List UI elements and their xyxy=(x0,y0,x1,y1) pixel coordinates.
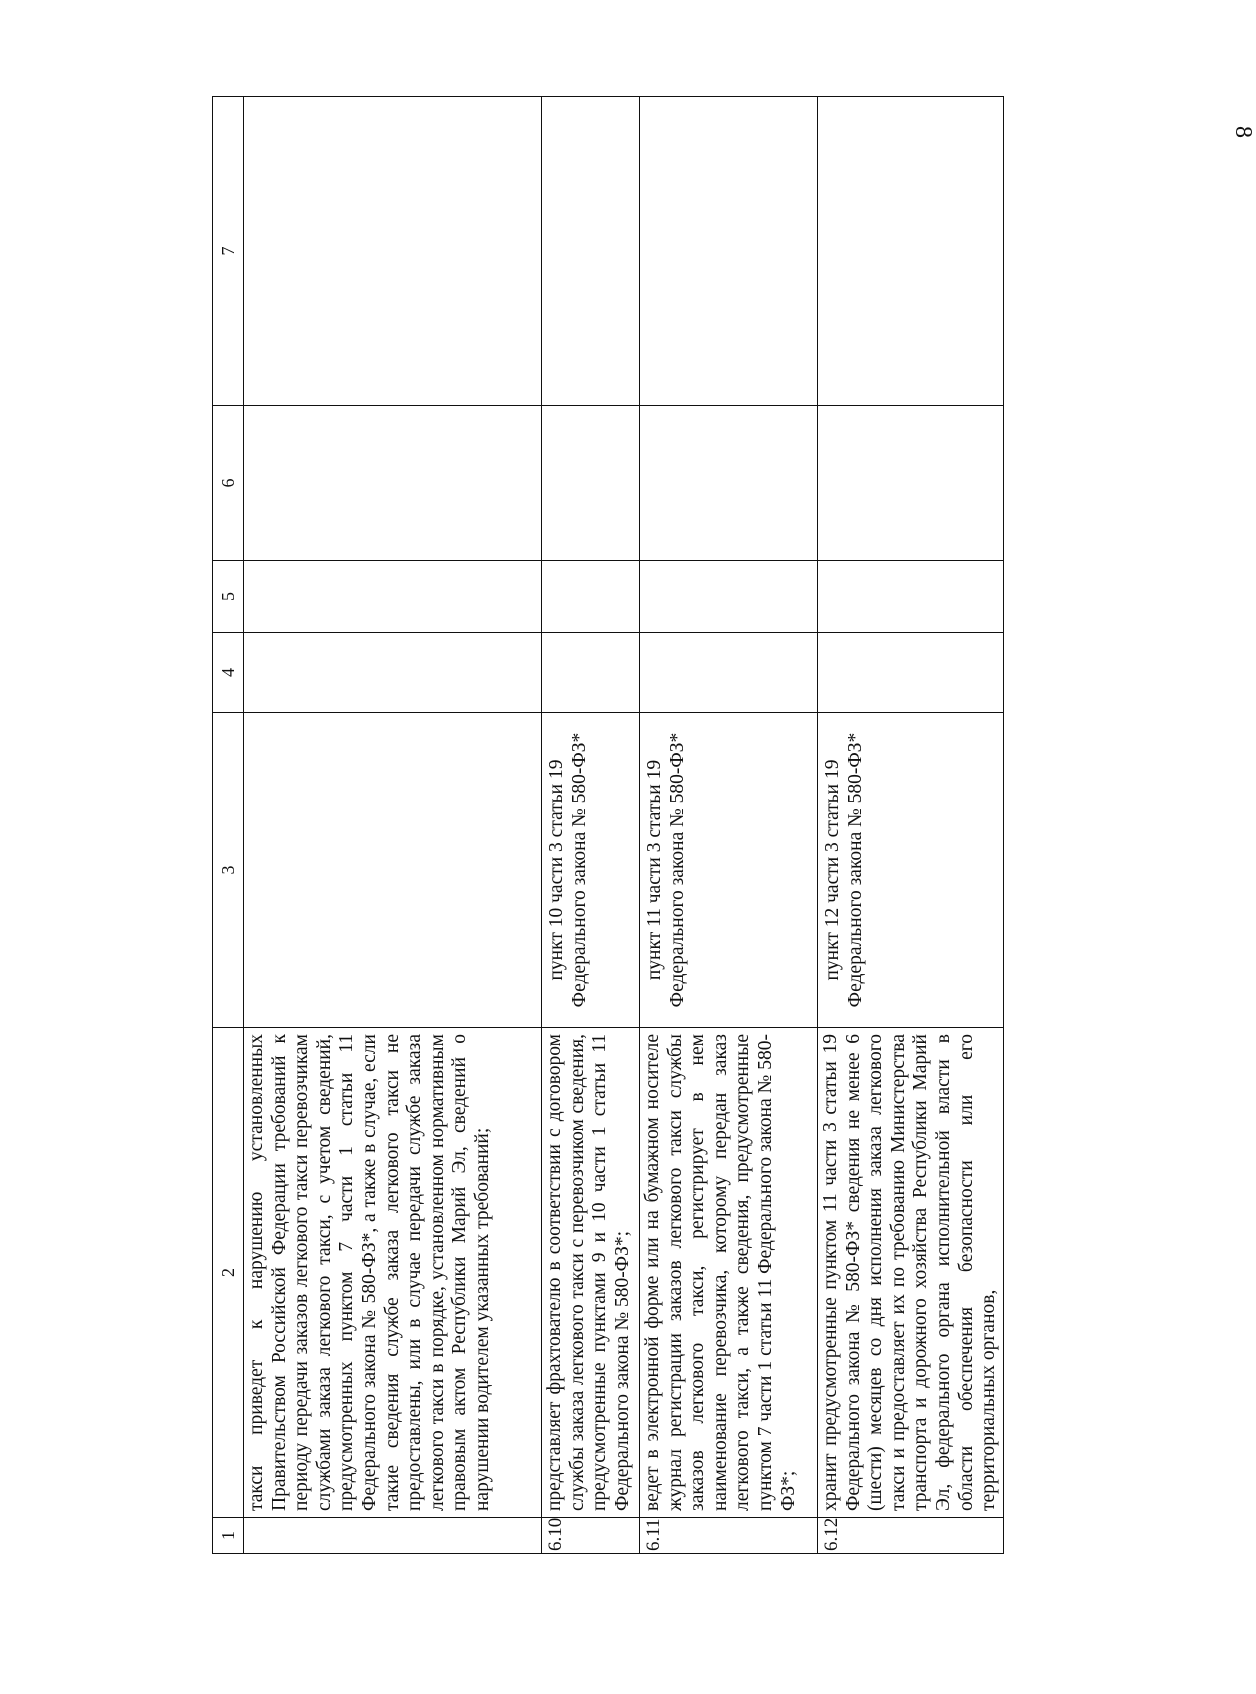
requirements-table xyxy=(212,96,1004,1554)
empty-cell xyxy=(244,97,542,406)
legal-basis-line: пункт 11 части 3 статьи 19 xyxy=(644,759,665,981)
legal-basis xyxy=(542,713,640,1028)
empty-cell xyxy=(542,633,640,713)
empty-cell xyxy=(818,633,1004,713)
empty-cell xyxy=(244,561,542,633)
empty-cell xyxy=(818,97,1004,406)
column-header-7: 7 xyxy=(213,97,244,406)
legal-basis xyxy=(244,713,542,1028)
requirement-text: хранит предусмотренные пунктом 11 части 3 статьи 19 Федерального закона № 580-ФЗ* сведения не менее 6 (шести) месяцев со дня исполнения заказа легкового такси и предоставляет их по требованию Министерства транспорта и дорожного хозяйства Республики Марий Эл, федерального органа исполнительной власти в области обеспечения безопасности или его территориальных органов, xyxy=(818,1028,1004,1518)
requirement-text: такси приведет к нарушению установленных Правительством Российской Федерации требований к периоду передачи заказов легкового такси перевозчикам службами заказа легкового такси, с учетом сведений, предусмотренных пунктом 7 части 1 статьи 11 Федерального закона № 580-ФЗ*, а также в случае, если такие сведения службе заказа легкового такси не предоставлены, или в случае передачи службе заказа легкового такси в порядке, установленном нормативным правовым актом Республики Марий Эл, сведений о нарушении водителем указанных требований; xyxy=(244,1028,542,1518)
empty-cell xyxy=(818,561,1004,633)
row-number: 6.12 xyxy=(818,1518,1004,1554)
empty-cell xyxy=(640,406,818,561)
empty-cell xyxy=(640,97,818,406)
requirement-text: представляет фрахтователю в соответствии с договором службы заказа легкового такси с перевозчиком сведения, предусмотренные пунктами 9 и 10 части 1 статьи 11 Федерального закона № 580-ФЗ*; xyxy=(542,1028,640,1518)
requirement-text: ведет в электронной форме или на бумажном носителе журнал регистрации заказов легкового такси службы заказов легкового такси, регистрирует в нем наименование перевозчика, которому передан заказ легкового такси, а также сведения, предусмотренные пунктом 7 части 1 статьи 11 Федерального закона № 580-ФЗ*; xyxy=(640,1028,818,1518)
empty-cell xyxy=(542,97,640,406)
document-table-frame xyxy=(212,97,1000,1554)
empty-cell xyxy=(244,406,542,561)
empty-cell xyxy=(640,561,818,633)
empty-cell xyxy=(818,406,1004,561)
column-header-4: 4 xyxy=(213,633,244,713)
legal-basis-line: Федерального закона № 580-ФЗ* xyxy=(844,732,866,1008)
row-number: 6.11 xyxy=(640,1518,818,1554)
page-number: 8 xyxy=(1230,126,1256,138)
row-number: 6.10 xyxy=(542,1518,640,1554)
legal-basis xyxy=(818,713,1004,1028)
column-header-2: 2 xyxy=(213,1028,244,1518)
empty-cell xyxy=(640,633,818,713)
legal-basis-line: Федерального закона № 580-ФЗ* xyxy=(666,732,688,1008)
table-row xyxy=(818,97,1004,1554)
legal-basis xyxy=(640,713,818,1028)
row-number xyxy=(244,1518,542,1554)
table-row xyxy=(244,97,542,1554)
legal-basis-line: Федерального закона № 580-ФЗ* xyxy=(568,732,590,1008)
column-header-6: 6 xyxy=(213,406,244,561)
empty-cell xyxy=(542,406,640,561)
column-header-3: 3 xyxy=(213,713,244,1028)
column-header-5: 5 xyxy=(213,561,244,633)
column-number-header xyxy=(213,97,244,1554)
table-row xyxy=(640,97,818,1554)
empty-cell xyxy=(244,633,542,713)
legal-basis-line: пункт 10 части 3 статьи 19 xyxy=(546,759,567,981)
legal-basis-line: пункт 12 части 3 статьи 19 xyxy=(822,759,843,981)
empty-cell xyxy=(542,561,640,633)
column-header-1: 1 xyxy=(213,1518,244,1554)
table-row xyxy=(542,97,640,1554)
